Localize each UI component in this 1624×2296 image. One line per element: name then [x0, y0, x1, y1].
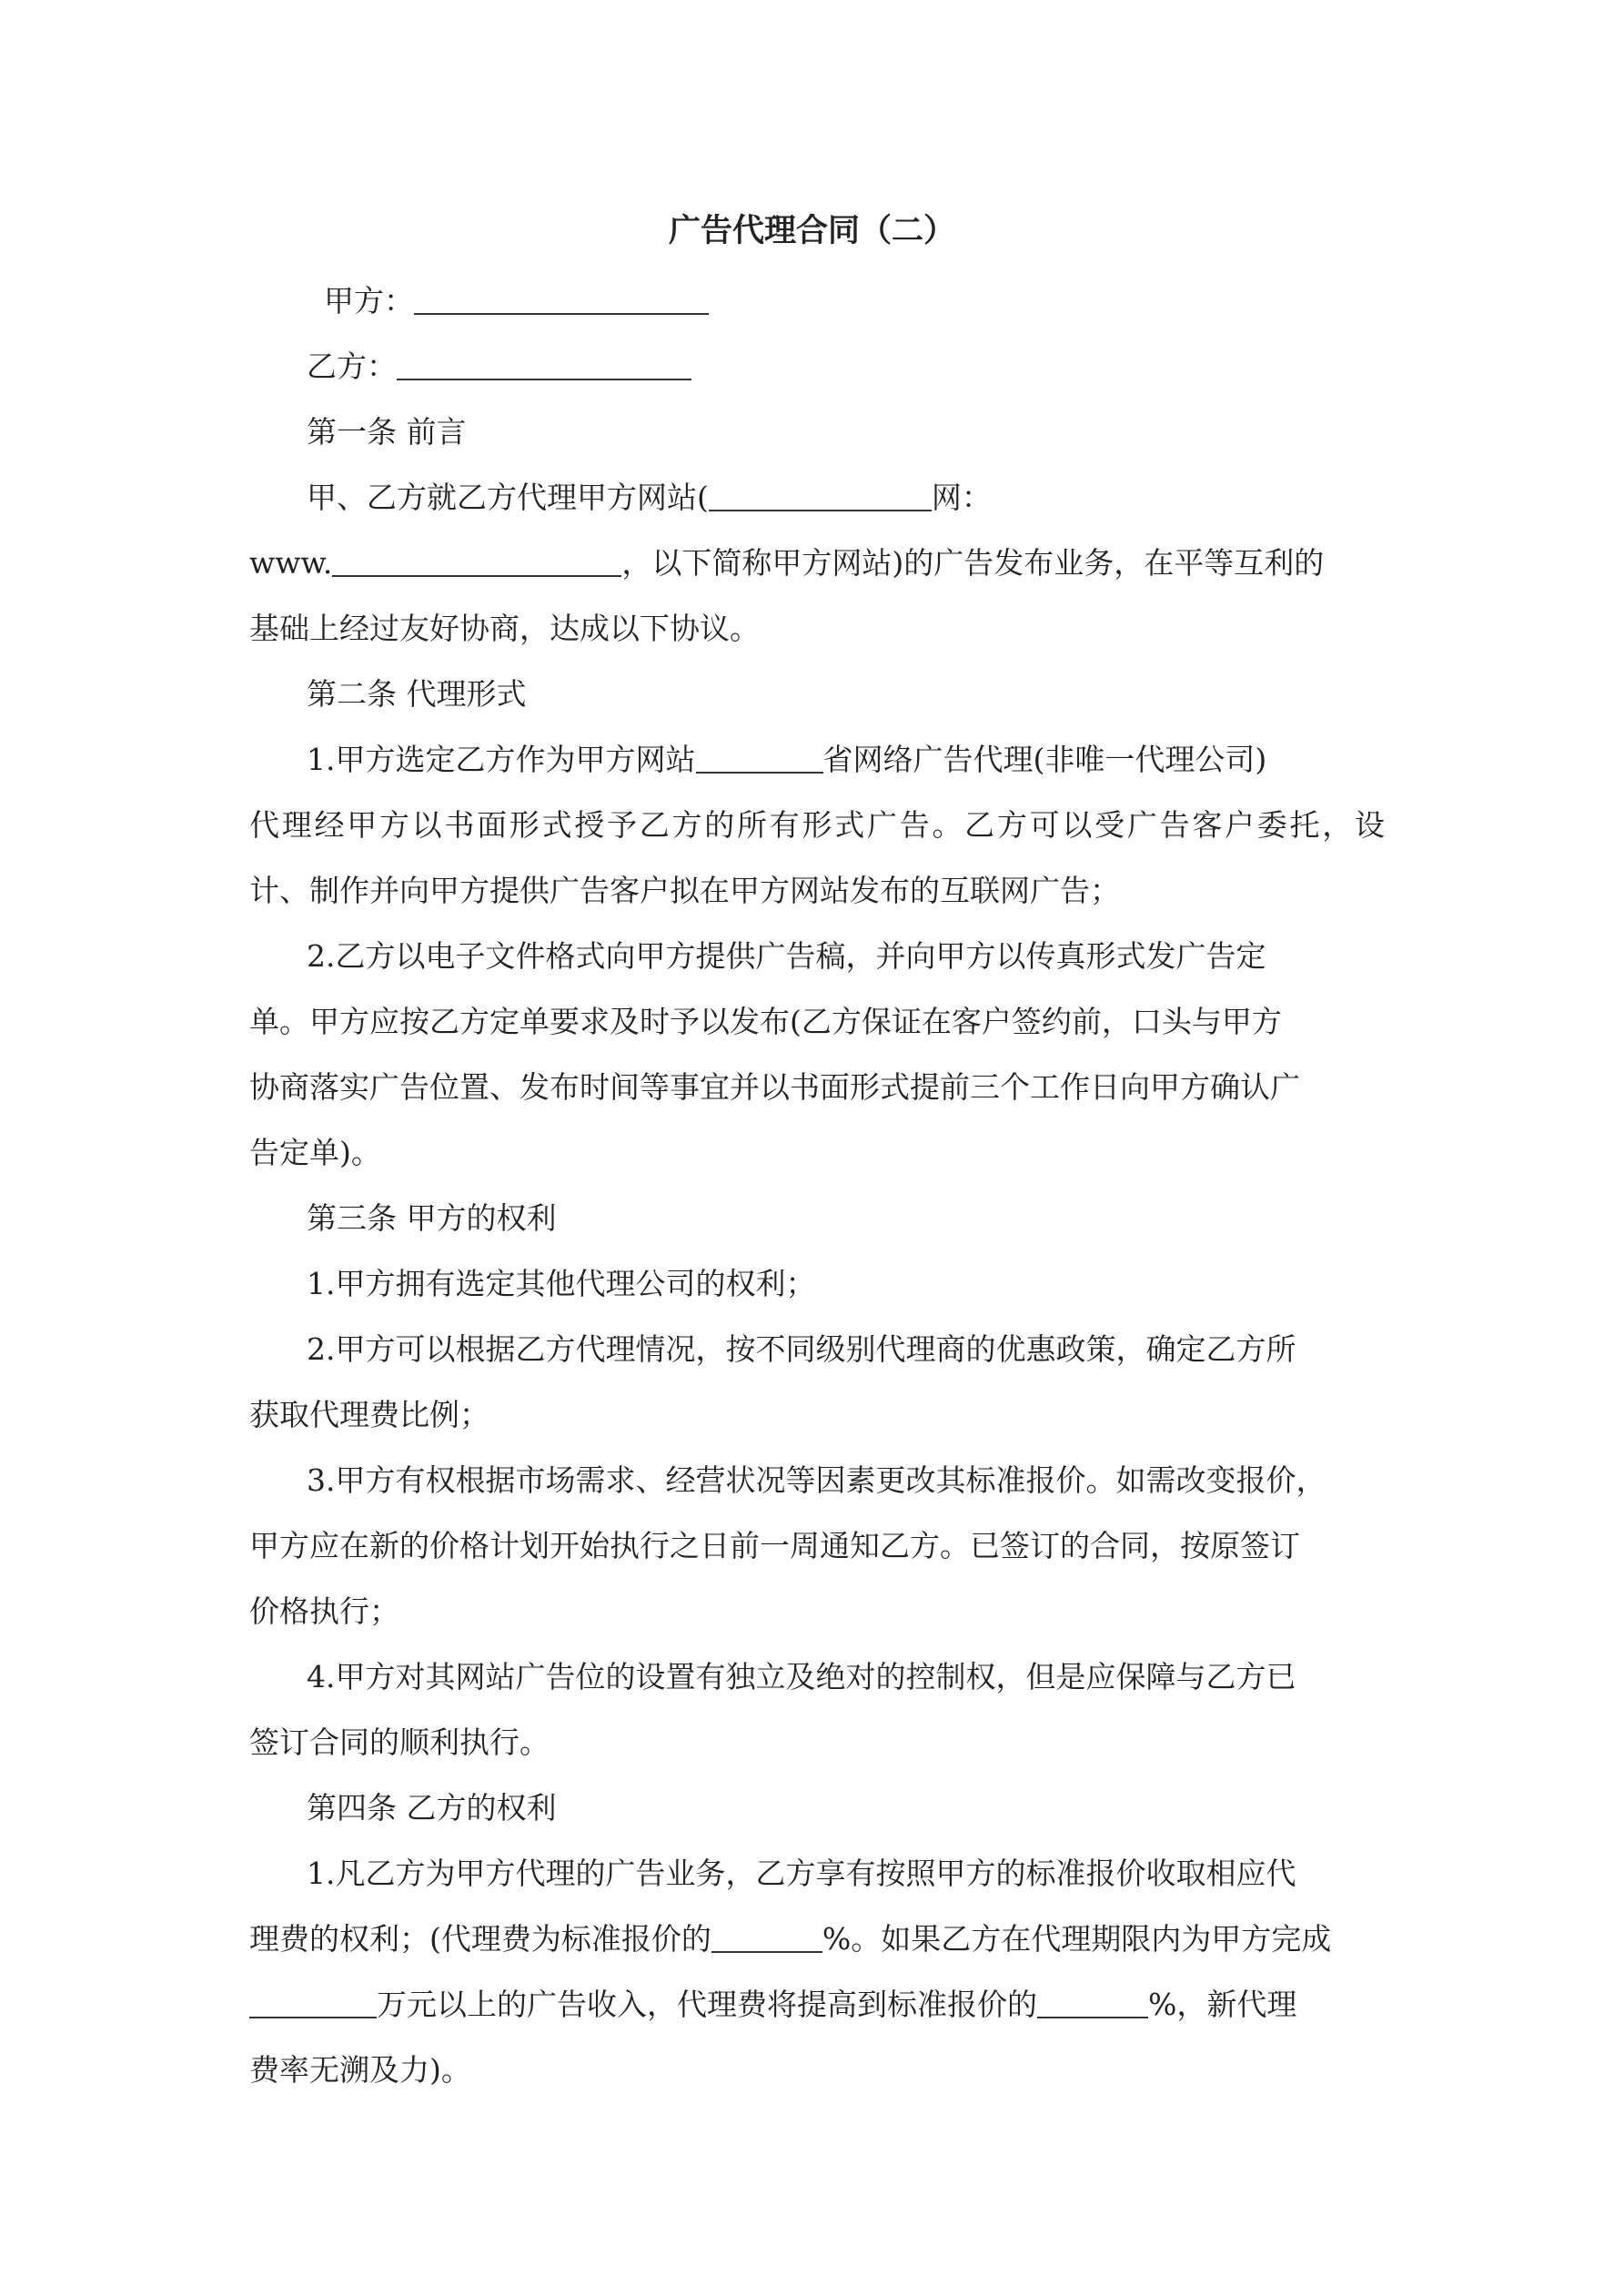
paragraph-line: 1.凡乙方为甲方代理的广告业务，乙方享有按照甲方的标准报价收取相应代 — [307, 1856, 1296, 1891]
section-heading-3: 第三条 甲方的权利 — [307, 1200, 557, 1236]
text-segment: 甲、乙方就乙方代理甲方网站( — [307, 480, 709, 515]
paragraph-line: 签订合同的顺利执行。 — [249, 1725, 550, 1760]
paragraph-line: 代理经甲方以书面形式授予乙方的所有形式广告。乙方可以受广告客户委托，设 — [249, 807, 1385, 843]
paragraph-line: 计、制作并向甲方提供广告客户拟在甲方网站发布的互联网广告； — [249, 873, 1120, 908]
section-heading-4: 第四条 乙方的权利 — [307, 1790, 557, 1826]
paragraph-line — [249, 727, 1385, 793]
party-b-blank — [397, 346, 691, 380]
paragraph-line — [249, 1907, 1385, 1972]
paragraph-line: 4.甲方对其网站广告位的设置有独立及绝对的控制权，但是应保障与乙方已 — [307, 1659, 1296, 1694]
website-name-blank — [709, 477, 932, 511]
party-b-line — [249, 334, 1385, 400]
paragraph-line: 2.乙方以电子文件格式向甲方提供广告稿，并向甲方以传真形式发广告定 — [307, 938, 1266, 974]
party-a-label: 甲方： — [324, 283, 414, 319]
paragraph-line — [249, 1972, 1385, 2038]
paragraph-line: 价格执行； — [249, 1593, 399, 1629]
text-segment: 理费的权利；(代理费为标准报价的 — [249, 1921, 711, 1957]
paragraph-line: 协商落实广告位置、发布时间等事宜并以书面形式提前三个工作日向甲方确认广 — [249, 1069, 1300, 1105]
paragraph-line: 3.甲方有权根据市场需求、经营状况等因素更改其标准报价。如需改变报价， — [307, 1462, 1326, 1498]
text-segment: 省网络广告代理(非唯一代理公司) — [822, 742, 1267, 777]
text-segment: 万元以上的广告收入，代理费将提高到标准报价的 — [377, 1987, 1037, 2022]
document-body — [249, 268, 1385, 2103]
party-b-label: 乙方： — [307, 349, 397, 384]
text-segment: 网： — [931, 480, 992, 515]
text-segment: %，新代理 — [1148, 1987, 1297, 2022]
paragraph-line — [249, 531, 1385, 596]
text-segment: www. — [249, 545, 333, 581]
text-segment: %。如果乙方在代理期限内为甲方完成 — [822, 1921, 1332, 1957]
commission-rate-blank — [711, 1918, 822, 1953]
document-title: 广告代理合同（二） — [668, 212, 955, 249]
website-url-blank — [332, 542, 621, 577]
paragraph-line — [249, 465, 1385, 531]
party-a-blank — [414, 280, 709, 315]
text-segment: ，以下简称甲方网站)的广告发布业务，在平等互利的 — [621, 545, 1325, 581]
paragraph-line: 2.甲方可以根据乙方代理情况，按不同级别代理商的优惠政策，确定乙方所 — [307, 1331, 1296, 1367]
text-segment: 1.甲方选定乙方作为甲方网站 — [307, 742, 696, 777]
section-heading-1: 第一条 前言 — [307, 414, 467, 450]
paragraph-line: 获取代理费比例； — [249, 1397, 489, 1432]
paragraph-line: 1.甲方拥有选定其他代理公司的权利； — [307, 1266, 816, 1301]
paragraph-line: 告定单)。 — [249, 1135, 381, 1170]
revenue-threshold-blank — [249, 1984, 377, 2018]
paragraph-line: 费率无溯及力)。 — [249, 2052, 471, 2088]
raised-rate-blank — [1037, 1984, 1148, 2018]
paragraph-line: 甲方应在新的价格计划开始执行之日前一周通知乙方。已签订的合同，按原签订 — [249, 1528, 1300, 1563]
section-heading-2: 第二条 代理形式 — [307, 676, 527, 712]
province-blank — [696, 739, 823, 774]
party-a-line — [249, 268, 1385, 334]
paragraph-line: 单。甲方应按乙方定单要求及时予以发布(乙方保证在客户签约前，口头与甲方 — [249, 1004, 1282, 1039]
paragraph-line: 基础上经过友好协商，达成以下协议。 — [249, 611, 760, 646]
